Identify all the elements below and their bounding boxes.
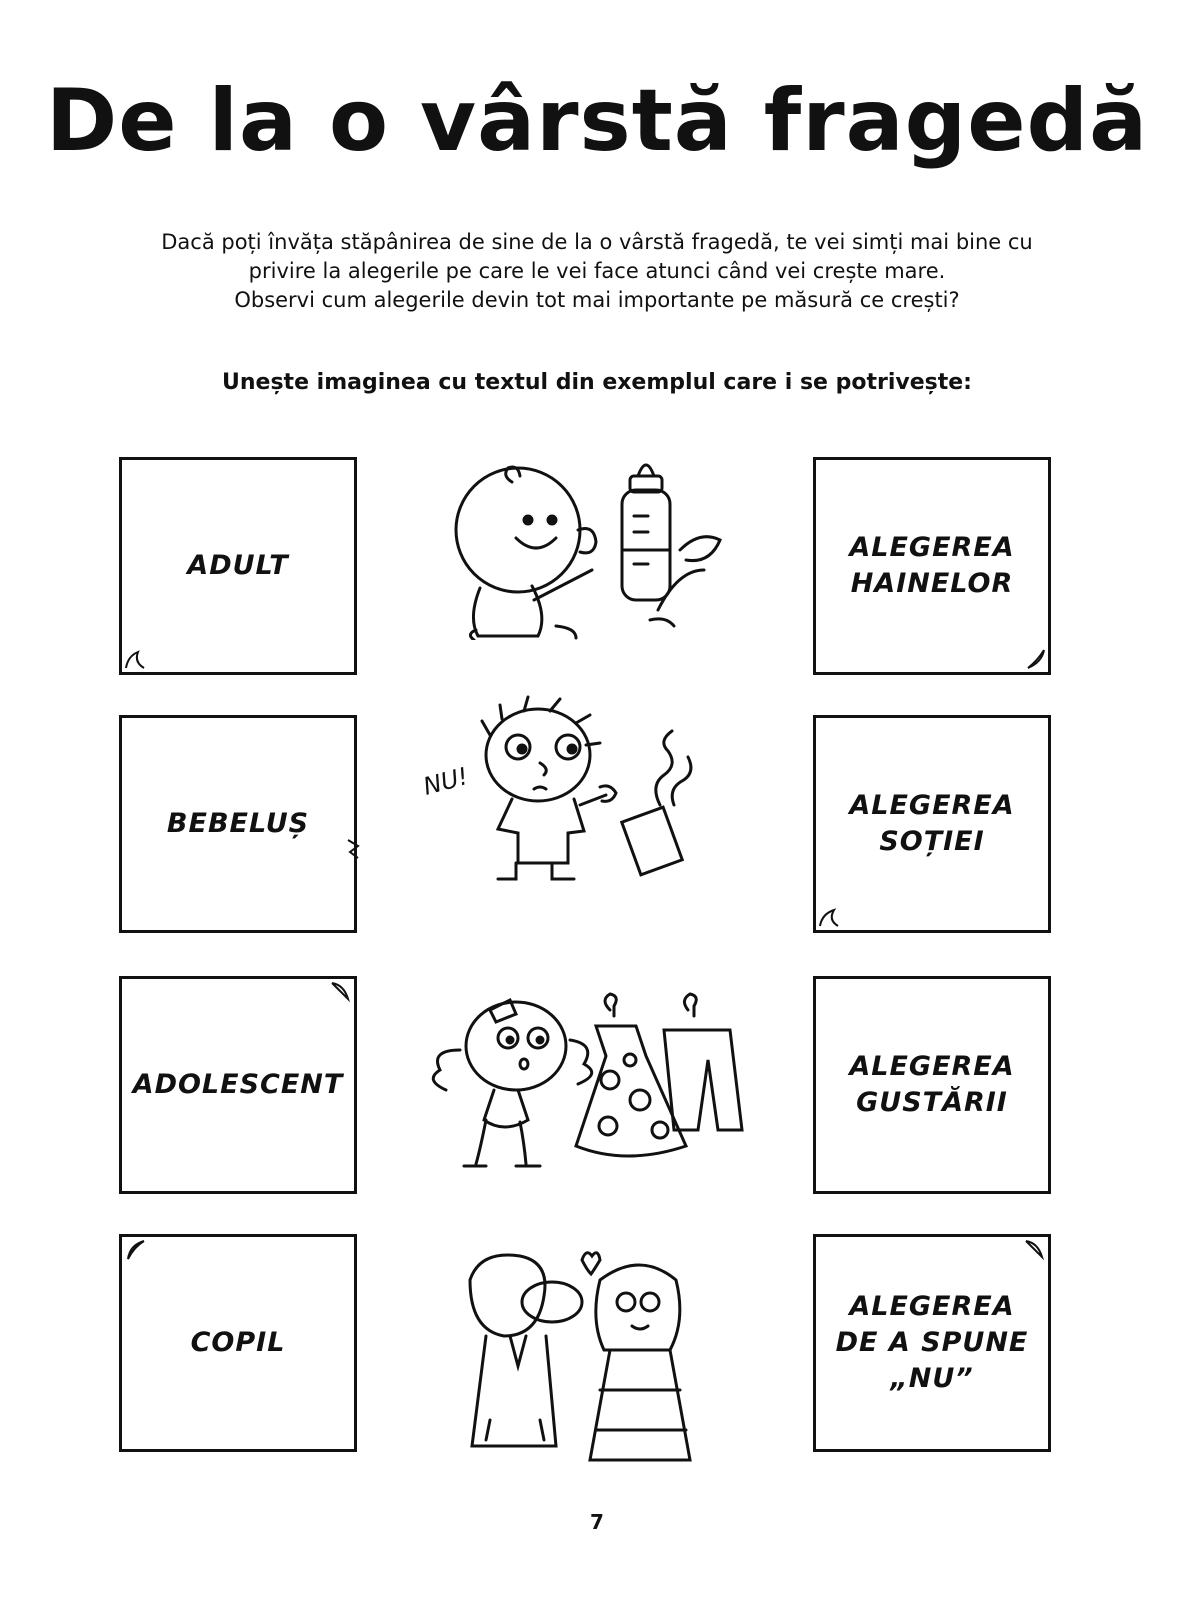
intro-line-3: Observi cum alegerile devin tot mai importante pe măsură ce crești? (234, 288, 960, 312)
intro-paragraph (97, 228, 1097, 315)
page-curl-icon (1024, 1239, 1046, 1261)
left-card-label: BEBELUȘ (166, 808, 310, 839)
right-card-wife[interactable] (813, 715, 1051, 933)
torn-edge-icon (344, 838, 366, 860)
baby-with-bottle-illustration (440, 460, 730, 640)
left-card-label: ADULT (187, 550, 289, 581)
page-number: 7 (590, 1510, 604, 1534)
right-card-label: ALEGEREA SOȚIEI (849, 790, 1015, 857)
right-card-label: ALEGEREA HAINELOR (849, 532, 1015, 599)
left-card-child[interactable] (119, 1234, 357, 1452)
intro-line-2: privire la alegerile pe care le vei face atunci când vei crește mare. (248, 259, 946, 283)
page-curl-icon (818, 906, 840, 928)
page-title: De la o vârstă fragedă (45, 71, 1149, 171)
page-curl-icon (1024, 648, 1046, 670)
right-card-clothes[interactable] (813, 457, 1051, 675)
right-card-label: ALEGEREA DE A SPUNE „NU” (835, 1291, 1029, 1394)
page-curl-icon (124, 648, 146, 670)
page-curl-icon (330, 981, 352, 1003)
wedding-couple-illustration (450, 1240, 700, 1470)
boy-speech-text: NU! (420, 762, 472, 801)
right-card-label: ALEGEREA GUSTĂRII (849, 1051, 1015, 1118)
boy-refusing-cigarettes-illustration (420, 695, 720, 895)
page-curl-icon (124, 1239, 146, 1261)
intro-line-1: Dacă poți învăța stăpânirea de sine de la o vârstă fragedă, te vei simți mai bine cu (161, 230, 1033, 254)
left-card-label: COPIL (190, 1327, 286, 1358)
left-card-label: ADOLESCENT (132, 1069, 344, 1100)
left-card-baby[interactable] (119, 715, 357, 933)
left-card-adult[interactable] (119, 457, 357, 675)
left-card-teen[interactable] (119, 976, 357, 1194)
instruction-text: Unește imaginea cu textul din exemplul care i se potrivește: (222, 370, 972, 395)
girl-choosing-clothes-illustration (420, 990, 760, 1180)
right-card-snack[interactable] (813, 976, 1051, 1194)
right-card-say-no[interactable] (813, 1234, 1051, 1452)
